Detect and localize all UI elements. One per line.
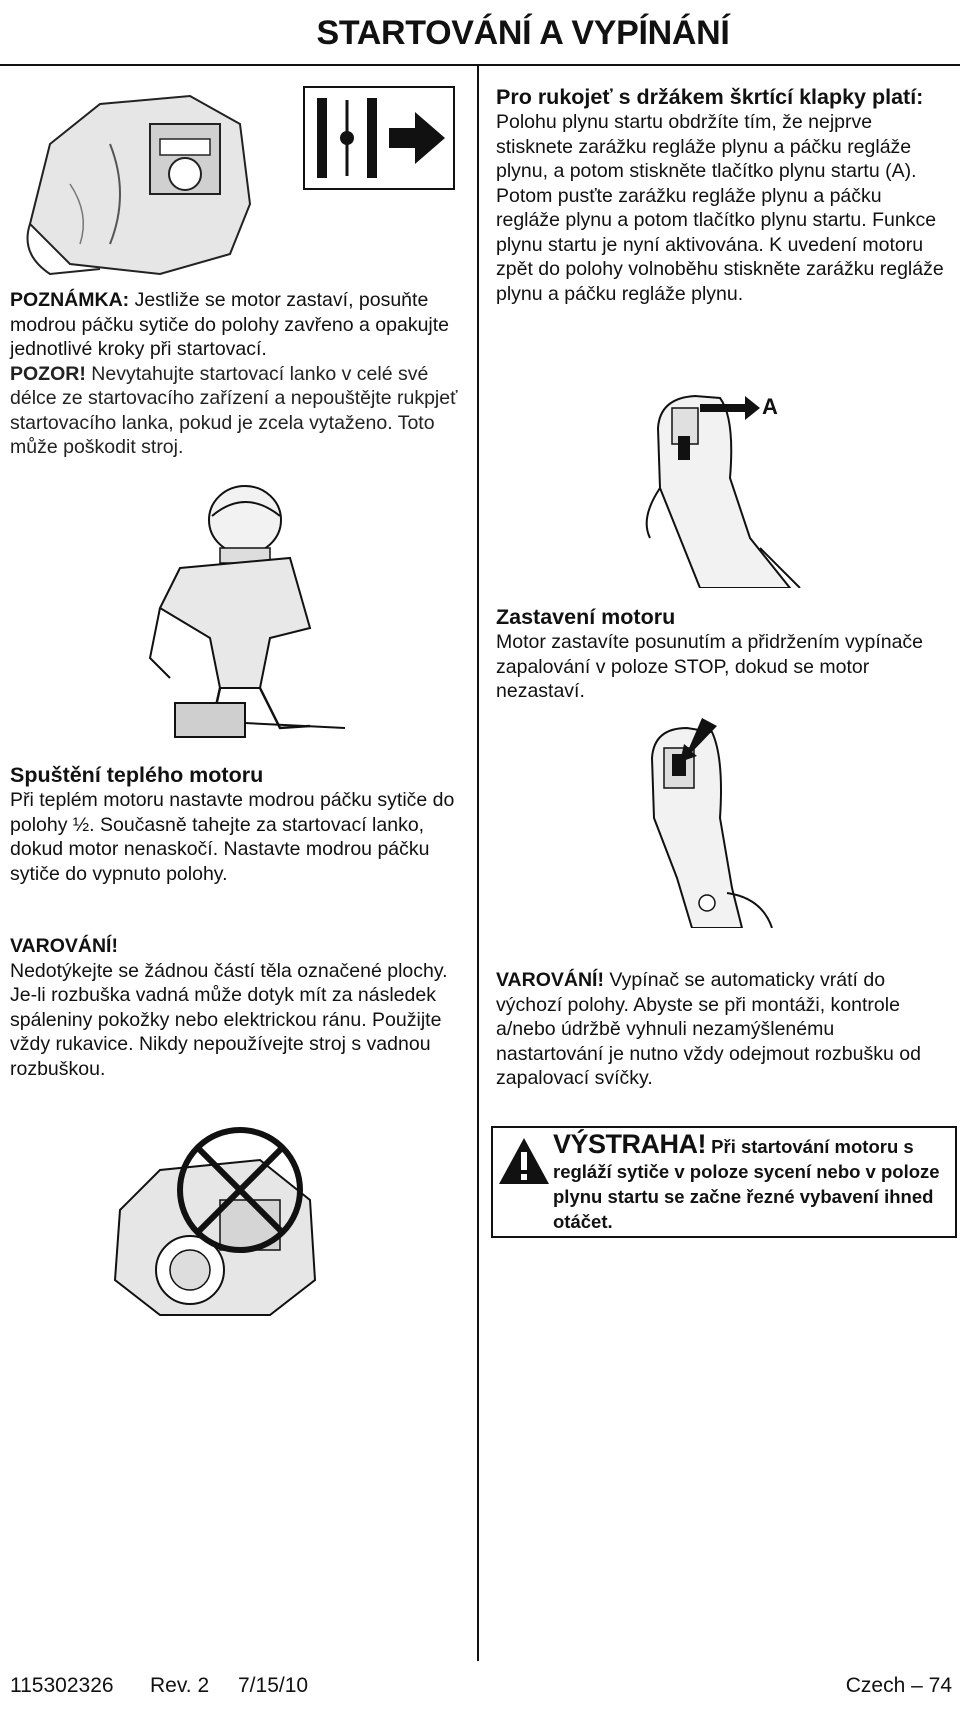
warning2-label: VAROVÁNÍ! <box>496 969 604 991</box>
alert-text-block <box>553 1129 953 1234</box>
warm-start-heading: Spuštění teplého motoru <box>10 763 264 787</box>
alert-text: Při startování motoru s regláží sytiče v poloze sycení nebo v poloze plynu startu se začne řezné vybavení ihned otáčet. <box>553 1136 940 1232</box>
note-text: Jestliže se motor zastaví, posuňte modrou páčku sytiče do polohy zavřeno a opakujte jednotlivé kroky při startovací. <box>10 289 450 360</box>
title-rule <box>0 64 960 66</box>
footer-page-number: Czech – 74 <box>845 1674 952 1697</box>
engine-choke-illustration <box>10 84 270 284</box>
warning2-text: Vypínač se automaticky vrátí do výchozí polohy. Abyste se při montáži, kontrole a/nebo údržbě vyhnuli nezamýšlenému nastartování je nutno vždy odejmout rozbušku od zapalovací svíčky. <box>496 969 921 1089</box>
throttle-text: Polohu plynu startu obdržíte tím, že nejprve stisknete zarážku regláže plynu a páčku regláže plynu, a potom stiskněte tlačítko plynu startu (A). Potom pusťte zarážku regláže plynu a páčku regláže plynu a potom tlačítko plynu startu. Funkce plynu startu je nyní aktivována. K uvedení motoru zpět do polohy volnoběhu stiskněte zarážku regláže plynu a páčku regláže plynu. <box>496 111 944 305</box>
throttle-heading: Pro rukojeť s držákem škrtící klapky platí: <box>496 85 924 109</box>
page-title: STARTOVÁNÍ A VYPÍNÁNÍ <box>316 14 730 52</box>
operator-starting-illustration <box>120 478 345 748</box>
footer-revision: Rev. 2 <box>150 1674 210 1697</box>
figure-label-a: A <box>762 394 778 419</box>
engine-crossed-out-illustration <box>100 1120 330 1320</box>
note-label: POZNÁMKA: <box>10 289 130 311</box>
caution-text: Nevytahujte startovací lanko v celé své délce ze startovacího zařízení a nepouštějte rukpjeť startovacího lanka, pokud je zcela vytaženo. Toto může poškodit stroj. <box>10 362 458 458</box>
stop-section <box>496 604 946 704</box>
footer-date: 7/15/10 <box>238 1674 309 1697</box>
alert-box <box>491 1126 957 1238</box>
stop-switch-illustration <box>632 718 792 928</box>
warning-section <box>10 934 462 1081</box>
alert-label: VÝSTRAHA! <box>553 1129 707 1159</box>
warning-triangle-icon <box>497 1136 551 1186</box>
warm-start-section <box>10 762 462 886</box>
warning2-paragraph <box>496 968 946 1091</box>
footer-doc-number: 115302326 <box>10 1674 114 1697</box>
warning-text: Nedotýkejte se žádnou částí těla označené plochy. Je-li rozbuška vadná může dotyk mít za následek spáleniny pokožky nebo elektrickou ránu. Použijte vždy rukavice. Nikdy nepoužívejte stroj s vadnou rozbuškou. <box>10 959 448 1080</box>
note-paragraph <box>10 288 462 460</box>
choke-symbol-box <box>303 86 455 190</box>
stop-heading: Zastavení motoru <box>496 605 676 629</box>
throttle-handle-illustration <box>640 388 815 588</box>
column-divider <box>477 66 479 1661</box>
warm-start-text: Při teplém motoru nastavte modrou páčku sytiče do polohy ½. Současně tahejte za startovací lanko, dokud motor nenaskočí. Nastavte modrou páčku sytiče do vypnuto polohy. <box>10 789 455 885</box>
warning-label: VAROVÁNÍ! <box>10 935 118 957</box>
caution-label: POZOR! <box>10 362 86 385</box>
throttle-section <box>496 84 946 306</box>
stop-text: Motor zastavíte posunutím a přidržením vypínače zapalování v poloze STOP, dokud se motor nezastaví. <box>496 631 924 702</box>
